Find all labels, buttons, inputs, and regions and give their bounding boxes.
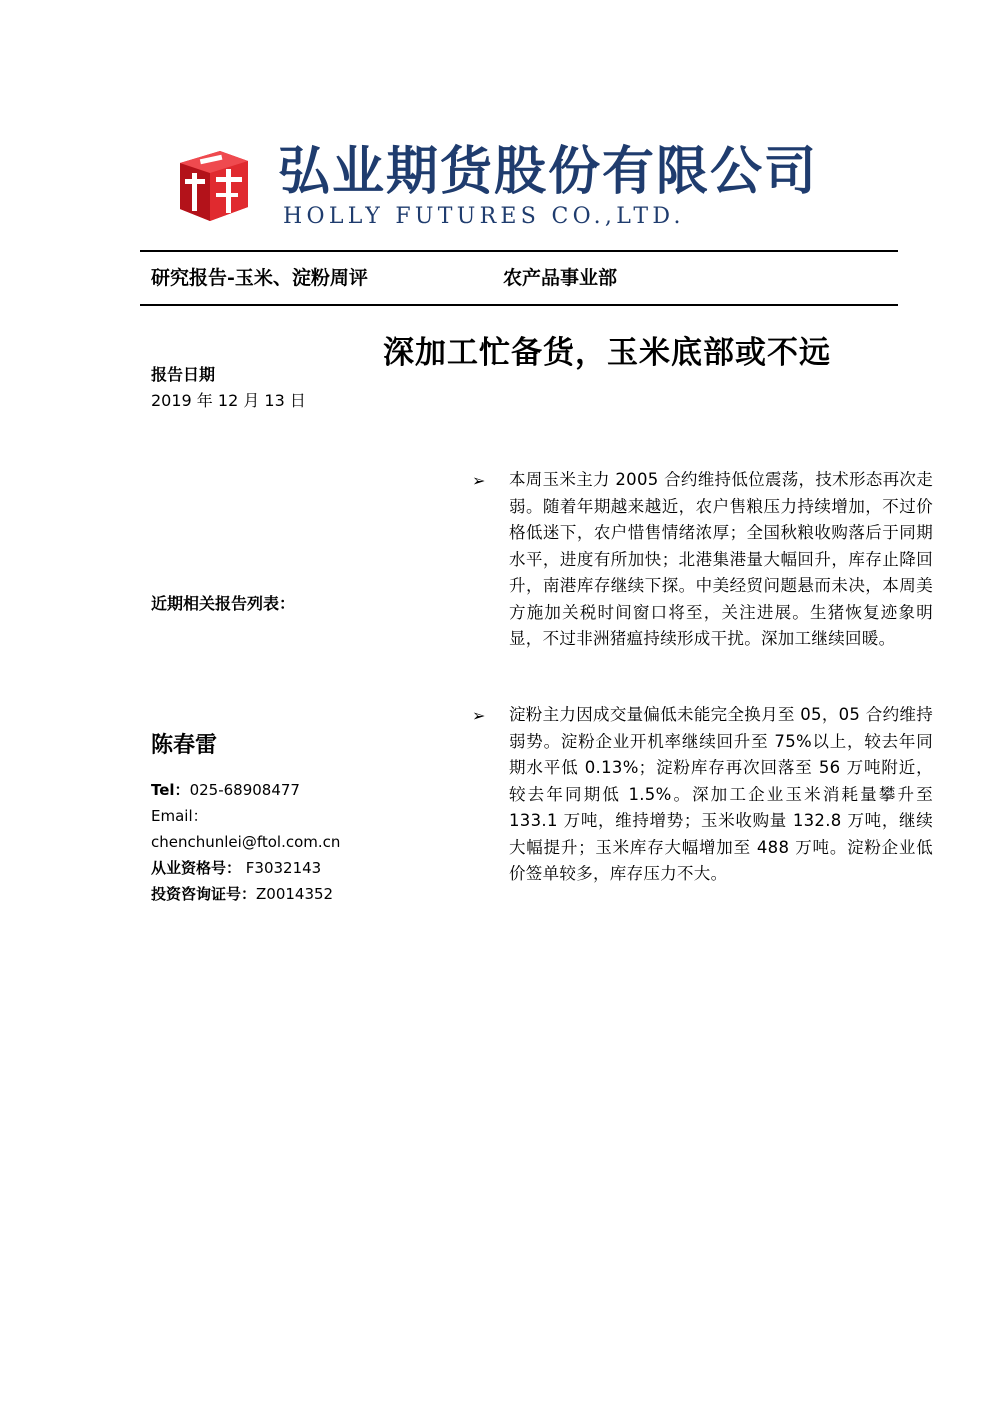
report-date-label: 报告日期 [151, 365, 216, 384]
bullet-arrow-icon: ➢ [472, 706, 486, 725]
consult-value: Z0014352 [256, 885, 334, 903]
company-logo-icon [170, 143, 252, 225]
bullet-text: 本周玉米主力 2005 合约维持低位震荡，技术形态再次走弱。随着年期越来越近，农户售粮压力持续增加，不过价格低迷下，农户惜售情绪浓厚；全国秋粮收购落后于同期水平，进度有所加快；北港集港量大幅回升，库存止降回升，南港库存继续下探。中美经贸问题悬而未决，本周美方施加关税时间窗口将至，关注进展。生猪恢复迹象明显，不过非洲猪瘟持续形成干扰。深加工继续回暖。 [509, 470, 933, 648]
header-divider-bottom [140, 304, 898, 306]
report-type: 研究报告-玉米、淀粉周评 [151, 267, 368, 289]
report-date-value: 2019 年 12 月 13 日 [151, 391, 306, 410]
bullet-arrow-icon: ➢ [472, 471, 486, 490]
bullet-text: 淀粉主力因成交量偏低未能完全换月至 05，05 合约维持弱势。淀粉企业开机率继续回升至 75%以上，较去年同期水平低 0.13%；淀粉库存再次回落至 56 万吨附近，较去年同期低 1.5%。深加工企业玉米消耗量攀升至 133.1 万吨，维持增势；玉米收购量 132.8 万吨，继续大幅提升；玉米库存大幅增加至 488 万吨。淀粉企业低价签单较多，库存压力不大。 [509, 705, 933, 883]
analyst-consult-cert [151, 881, 333, 907]
related-reports-label: 近期相关报告列表： [151, 594, 296, 613]
department: 农产品事业部 [503, 267, 618, 289]
company-name-en: HOLLY FUTURES CO.,LTD. [283, 204, 685, 229]
tel-label: Tel： [151, 781, 190, 799]
analyst-qualification [151, 855, 321, 881]
report-headline: 深加工忙备货，玉米底部或不远 [383, 335, 831, 371]
email-value: chenchunlei@ftol.com.cn [151, 833, 341, 851]
header-divider-top [140, 250, 898, 252]
qualification-value: F3032143 [245, 859, 322, 877]
analyst-name: 陈春雷 [151, 732, 218, 758]
analyst-email-label-row [151, 803, 208, 829]
consult-label: 投资咨询证号： [151, 885, 257, 903]
qualification-label: 从业资格号： [151, 859, 242, 877]
analyst-tel [151, 777, 300, 803]
company-name-cn: 弘业期货股份有限公司 [278, 141, 819, 202]
analyst-email-row [151, 829, 340, 855]
tel-value: 025-68908477 [189, 781, 300, 799]
email-label: Email： [151, 807, 208, 825]
